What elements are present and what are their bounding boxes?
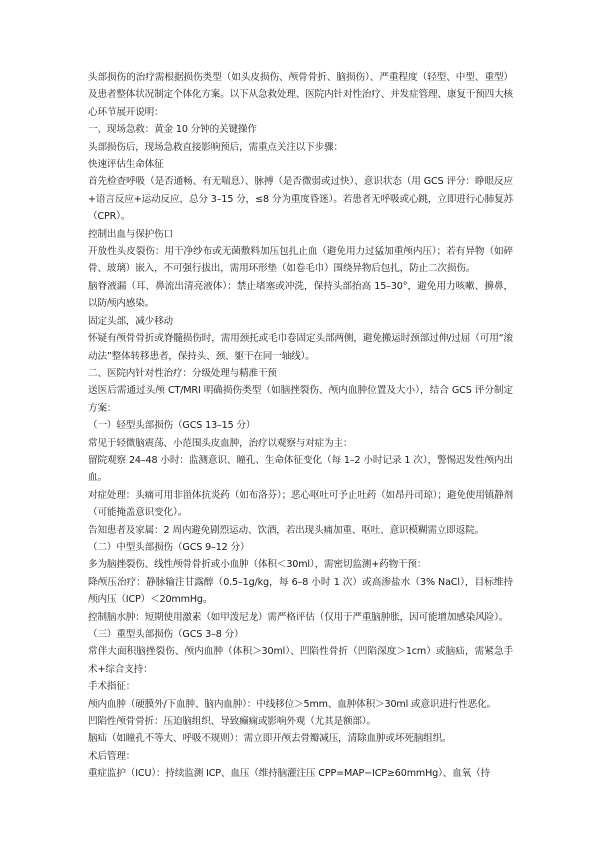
paragraph: 降颅压治疗：静脉输注甘露醇（0.5–1g/kg，每 6–8 小时 1 次）或高渗盐水（3% NaCl），目标维持颅内压（ICP）＜20mmHg。 — [88, 576, 513, 606]
document-body — [88, 69, 513, 783]
paragraph: 常伴大面积脑挫裂伤、颅内血肿（体积＞30ml）、凹陷性骨折（凹陷深度＞1cm）或脑疝，需紧急手术+综合支持： — [88, 646, 513, 675]
intro-paragraph: 头部损伤的治疗需根据损伤类型（如头皮损伤、颅骨骨折、脑损伤）、严重程度（轻型、中型、重型）及患者整体状况制定个体化方案。以下从急救处理、医院内针对性治疗、并发症管理、康复干预四大核心环节展开说明： — [88, 72, 513, 118]
paragraph: 对症处理：头痛可用非甾体抗炎药（如布洛芬）；恶心呕吐可予止吐药（如昂丹司琼）；避免使用镇静剂（可能掩盖意识变化）。 — [88, 489, 513, 519]
paragraph: 多为脑挫裂伤、线性颅骨骨折或小血肿（体积＜30ml），需密切监测+药物干预： — [88, 559, 427, 571]
paragraph: 脑脊液漏（耳、鼻流出清亮液体）：禁止堵塞或冲洗，保持头部抬高 15–30°，避免用力咳嗽、擤鼻，以防颅内感染。 — [88, 280, 513, 310]
paragraph: 凹陷性颅骨骨折：压迫脑组织、导致癫痫或影响外观（尤其是额部）。 — [88, 716, 376, 728]
paragraph: 头部损伤后，现场急救直接影响预后，需重点关注以下步骤： — [88, 141, 343, 153]
paragraph: 开放性头皮裂伤：用干净纱布或无菌敷料加压包扎止血（避免用力过猛加重颅内压）；若有异物（如碎骨、玻璃）嵌入，不可强行拔出，需用环形垫（如卷毛巾）围绕异物后包扎，防止二次损伤。 — [88, 246, 513, 275]
subheading-head-fixation: 固定头部，减少移动 — [88, 315, 173, 327]
subheading-severe-injury: （三）重型头部损伤（GCS 3–8 分） — [88, 629, 244, 640]
paragraph: 首先检查呼吸（是否通畅、有无喘息）、脉搏（是否微弱或过快）、意识状态（用 GCS 评分：睁眼反应+语言反应+运动反应，总分 3–15 分，≤8 分为重度昏迷）。若患者无呼吸或心跳，立即进行心肺复苏（CPR）。 — [88, 176, 513, 223]
subheading-vital-signs: 快速评估生命体征 — [88, 159, 164, 171]
section-heading-hospital-treatment: 二、医院内针对性治疗：分级处理与精准干预 — [88, 367, 277, 379]
paragraph: 留院观察 24–48 小时：监测意识、瞳孔、生命体征变化（每 1–2 小时记录 1 次），警惕迟发性颅内出血。 — [88, 454, 513, 484]
subheading-bleeding-control: 控制出血与保护伤口 — [88, 228, 173, 240]
subheading-surgical-indications: 手术指征： — [88, 681, 136, 693]
subheading-mild-injury: （一）轻型头部损伤（GCS 13–15 分） — [88, 420, 256, 432]
section-heading-first-aid: 一、现场急救：黄金 10 分钟的关键操作 — [88, 124, 257, 136]
paragraph: 控制脑水肿：短期使用激素（如甲泼尼龙）需严格评估（仅用于严重脑肿胀，因可能增加感染风险）。 — [88, 611, 509, 623]
paragraph: 脑疝（如瞳孔不等大、呼吸不规则）：需立即开颅去骨瓣减压，清除血肿或坏死脑组织。 — [88, 733, 452, 745]
paragraph: 重症监护（ICU）：持续监测 ICP、血压（维持脑灌注压 CPP=MAP−ICP≥60mmHg）、血氧（持 — [88, 768, 490, 780]
paragraph: 送医后需通过头颅 CT/MRI 明确损伤类型（如脑挫裂伤、颅内血肿位置及大小），结合 GCS 评分制定方案： — [88, 385, 513, 414]
paragraph: 颅内血肿（硬膜外/下血肿、脑内血肿）：中线移位＞5mm、血肿体积＞30ml 或意识进行性恶化。 — [88, 698, 497, 710]
paragraph: 告知患者及家属：2 周内避免剧烈运动、饮酒，若出现头痛加重、呕吐、意识模糊需立即返院。 — [88, 524, 485, 536]
paragraph: 怀疑有颅骨骨折或脊髓损伤时，需用颈托或毛巾卷固定头部两侧，避免搬运时颈部过伸/过屈（可用“滚动法”整体转移患者，保持头、颈、躯干在同一轴线）。 — [88, 333, 513, 362]
paragraph: 常见于轻微脑震荡、小范围头皮血肿，治疗以观察与对症为主： — [88, 437, 353, 449]
subheading-postoperative-management: 术后管理： — [88, 750, 136, 762]
subheading-moderate-injury: （二）中型头部损伤（GCS 9–12 分） — [88, 541, 250, 553]
